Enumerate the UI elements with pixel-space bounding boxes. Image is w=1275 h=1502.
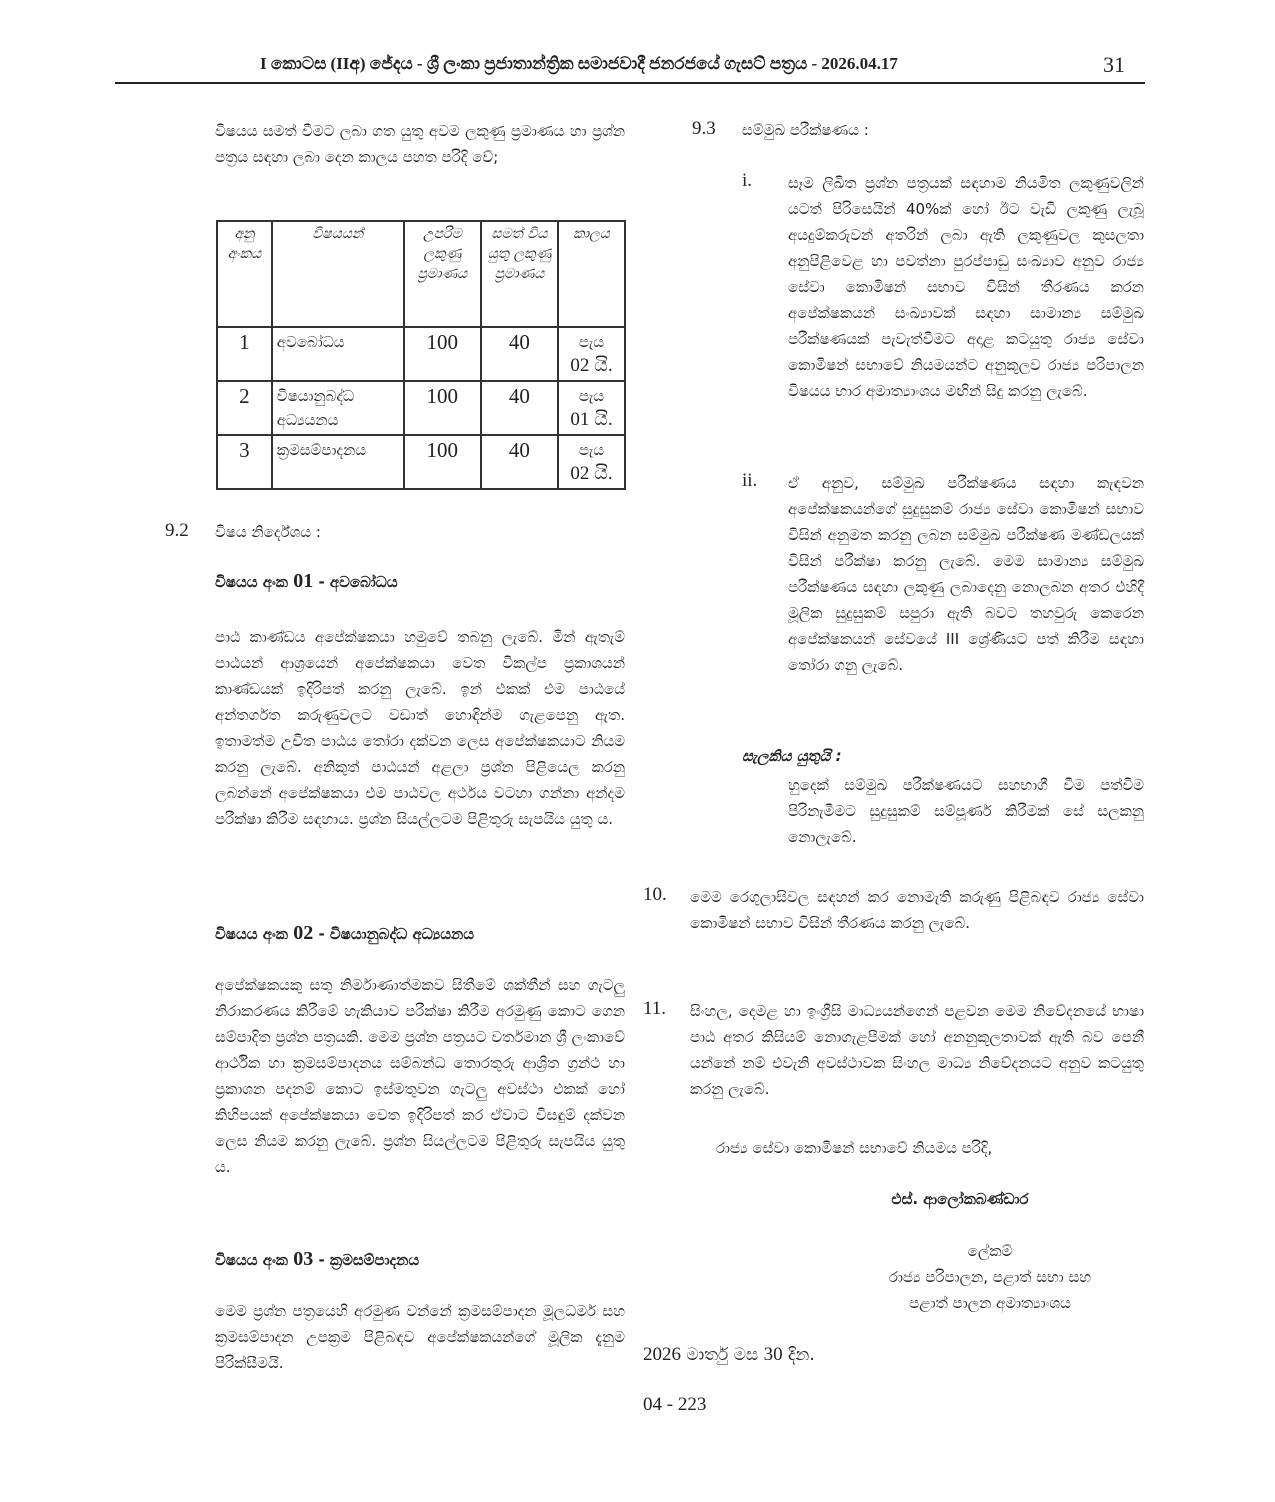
row-pass-marks: 40: [481, 327, 558, 381]
row-pass-marks: 40: [481, 381, 558, 435]
row-subject: විෂයානුබද්ධ අධ්‍යයනය: [272, 381, 404, 435]
section-10-text: මෙම රෙගුලාසිවල සඳහන් කර නොමැති කරුණු පිළිබඳව රාජ්‍ය සේවා කොමිෂන් සභාව විසින් තීරණය කරනු ලැබේ.: [690, 888, 1144, 932]
signatory-name: එස්. ආලෝකබණ්ඩාර: [891, 1190, 1029, 1208]
date-month: මාර්තු මස: [686, 1345, 759, 1365]
ministry-line-2: පළාත් පාලන අමාත්‍යාංශය: [909, 1294, 1071, 1312]
section-title-9-3: සම්මුඛ පරීක්ෂණය :: [742, 121, 869, 139]
subject-label: විෂයය අංක: [215, 925, 288, 943]
item-i-text: සෑම ලිඛිත ප්‍රශ්න පත්‍රයක් සඳහාම නියමිත ලකුණුවලින් යටත් පිරිසෙයින් 40%ක් හෝ ඊට වැඩි ලකුණු ලැබූ අයදුම්කරුවන් අතරින් ලබා ඇති ලකුණුවල කුසලතා අනුපිළිවෙළ හා පවත්නා පුරප්පාඩු සංඛ්‍යාව අනුව රාජ්‍ය සේවා කොමිෂන් සභාව විසින් තීරණය කරන අපේක්ෂකයන් සංඛ්‍යාවක් සඳහා සාමාන්‍ය සම්මුඛ පරීක්ෂණයක් පැවැත්වීමට අදාළ කටයුතු රාජ්‍ය සේවා කොමිෂන් සභාවේ නියමයන්ට අනුකූලව රාජ්‍ය පරිපාලන විෂයය භාර අමාත්‍යාංශය මඟින් සිදු කරනු ලැබේ.: [788, 174, 1144, 400]
table-header-row: [217, 221, 625, 327]
col-header-duration: කාලය: [558, 221, 625, 327]
row-number: 3: [217, 435, 272, 489]
subject-02-body: අපේක්ෂකයකු සතු නිර්මාණාත්මකව සිතීමේ ශක්තීන් සහ ගැටලු නිරාකරණය කිරීමේ හැකියාව පරීක්ෂා කිරීම අරමුණු කොට ගෙන සම්පාදිත ප්‍රශ්න පත්‍රයකි. මෙම ප්‍රශ්න පත්‍රයට වර්තමාන ශ්‍රී ලංකාවේ ආර්ථික හා ක්‍රමසම්පාදනය සම්බන්ධ තොරතුරු ආශ්‍රිත ග්‍රන්ථ හා ප්‍රකාශන පදනම් කොට ඉස්මතුවන ගැටලු අවස්ථා එකක් හෝ කිහිපයක් අපේක්ෂකයා වෙත ඉදිරිපත් කර ඒවාට විසඳුම් දක්වන ලෙස නියම කරනු ලැබේ. ප්‍රශ්න සියල්ලටම පිළිතුරු සැපයිය යුතු ය.: [215, 976, 625, 1176]
row-number: 2: [217, 381, 272, 435]
subject-01-body: පාඨ කාණ්ඩය අපේක්ෂකයා හමුවේ තබනු ලැබේ. මින් ඇතැම් පාඨයන් ආශ්‍රයෙන් අපේක්ෂකයා වෙත විකල්ප ප්‍රකාශයන් කාණ්ඩයක් ඉදිරිපත් කරනු ලැබේ. ඉන් එකක් එම පාඨයේ අන්තර්ගත කරුණුවලට වඩාත් හොඳින්ම ගැළපෙනු ඇත. ඉතාමත්ම උචිත පාඨය තෝරා දක්වන ලෙස අපේක්ෂකයාට නියම කරනු ලැබේ. අනිකුත් පාඨයන් අළලා ප්‍රශ්න පිළියෙල කරනු ලබන්නේ අපේක්ෂකයා එම පාඨවල අර්ථය වටහා ගන්නා අන්දම පරීක්ෂා කිරීම සඳහාය. ප්‍රශ්න සියල්ලටම පිළිතුරු සැපයිය යුතු ය.: [215, 628, 625, 828]
row-max-marks: 100: [404, 435, 481, 489]
section-number-9-2: 9.2: [165, 520, 189, 541]
item-marker-i: i.: [742, 170, 753, 191]
subject-name: - ක්‍රමසම්පාදනය: [318, 1251, 420, 1269]
order-line: රාජ්‍ය සේවා කොමිෂන් සභාවේ නියමය පරිදි,: [716, 1139, 993, 1157]
gazette-number: 04 - 223: [643, 1394, 707, 1415]
subject-label: විෂයය අංක: [215, 1251, 288, 1269]
signatory-block: [830, 1238, 1150, 1316]
section-title-9-2: විෂය නිර්දේශය :: [215, 523, 321, 541]
row-duration: [558, 327, 625, 381]
subject-03-body: මෙම ප්‍රශ්න පත්‍රයෙහි අරමුණ වන්නේ ක්‍රමසම්පාදන මූලධර්ම සහ ක්‍රමසම්පාදන උපක්‍රම පිළිබඳව අපේක්ෂකයන්ගේ මූලික දැනුම පිරික්සීමයි.: [215, 1302, 625, 1372]
section-11-text: සිංහල, දෙමළ හා ඉංග්‍රීසි මාධ්‍යයන්ගෙන් පළවන මෙම නිවේදනයේ භාෂා පාඨ අතර කිසියම් නොගැළපීමක් හෝ අනනුකූලතාවක් ඇති බව පෙනී යන්නේ නම් එවැනි අවස්ථාවක සිංහල මාධ්‍ය නිවේදනයට අනුව කටයුතු කරනු ලැබේ.: [690, 1002, 1144, 1098]
duration-value: 02 යි.: [570, 463, 613, 484]
marks-table: [216, 220, 626, 490]
row-max-marks: 100: [404, 327, 481, 381]
row-pass-marks: 40: [481, 435, 558, 489]
col-header-number: අනු අංකය: [217, 221, 272, 327]
signatory-designation: ලේකම්: [967, 1242, 1013, 1260]
row-max-marks: 100: [404, 381, 481, 435]
section-number-9-3: 9.3: [692, 118, 716, 139]
date-year: 2026: [643, 1344, 681, 1365]
row-subject: අවබෝධය: [272, 327, 404, 381]
col-header-max-marks: උපරිම ලකුණු ප්‍රමාණය: [404, 221, 481, 327]
subject-name: - විෂයානුබද්ධ අධ්‍යයනය: [318, 925, 475, 943]
col-header-subjects: විෂයයන්: [272, 221, 404, 327]
table-row: [217, 381, 625, 435]
duration-unit: පැය: [578, 441, 605, 459]
col-header-pass-marks: සමත් විය යුතු ලකුණු ප්‍රමාණය: [481, 221, 558, 327]
subject-label: විෂයය අංක: [215, 573, 288, 591]
subject-number: 03: [293, 1248, 314, 1270]
duration-unit: පැය: [578, 333, 605, 351]
subject-01-heading: [215, 570, 398, 593]
duration-value: 02 යි.: [570, 355, 613, 376]
table-row: [217, 327, 625, 381]
issue-date: [643, 1344, 815, 1366]
row-subject: ක්‍රමසම්පාදනය: [272, 435, 404, 489]
row-duration: [558, 435, 625, 489]
subject-03-heading: [215, 1248, 419, 1271]
duration-unit: පැය: [578, 387, 605, 405]
note-text: හුදෙක් සම්මුඛ පරීක්ෂණයට සහභාගී වීම පත්වීම පිරිනැමීමට සුදුසුකම් සම්පූර්ණ කිරීමක් සේ සලකනු නොලැබේ.: [788, 776, 1144, 846]
section-number-10: 10.: [643, 884, 667, 905]
item-marker-ii: ii.: [742, 470, 758, 491]
ministry-line-1: රාජ්‍ය පරිපාලන, පළාත් සභා සහ: [888, 1268, 1092, 1286]
page-header: [115, 52, 1145, 82]
date-day: 30: [763, 1344, 783, 1365]
duration-value: 01 යි.: [570, 409, 613, 430]
section-number-11: 11.: [643, 998, 667, 1019]
page-number: 31: [1103, 52, 1125, 77]
table-row: [217, 435, 625, 489]
subject-number: 01: [293, 570, 314, 592]
note-heading: සැලකිය යුතුයි :: [742, 747, 842, 765]
subject-number: 02: [293, 922, 314, 944]
subject-02-heading: [215, 922, 474, 945]
gazette-title: I කොටස (IIඅ) ජේදය - ශ්‍රී ලංකා ප්‍රජාතාන්ත්‍රික සමාජවාදී ජනරජයේ ගැසට් පත්‍රය - 2026.04.17: [260, 54, 898, 73]
subject-name: - අවබෝධය: [318, 573, 398, 591]
intro-paragraph: විෂයය සමත් වීමට ලබා ගත යුතු අවම ලකුණු ප්‍රමාණය හා ප්‍රශ්න පත්‍රය සඳහා ලබා දෙන කාලය පහත පරිදි වේ;: [215, 122, 625, 166]
date-suffix: දින.: [787, 1345, 815, 1365]
row-number: 1: [217, 327, 272, 381]
header-divider: [115, 82, 1145, 84]
item-ii-text: ඒ අනුව, සම්මුඛ පරීක්ෂණය සඳහා කැඳවන අපේක්ෂකයන්ගේ සුදුසුකම් රාජ්‍ය සේවා කොමිෂන් සභාව විසින් අනුමත කරනු ලබන සම්මුඛ පරීක්ෂණ මණ්ඩලයක් විසින් පරීක්ෂා කරනු ලැබේ. මෙම සාමාන්‍ය සම්මුඛ පරීක්ෂණය සඳහා ලකුණු ලබාදෙනු නොලබන අතර එහිදී මූලික සුදුසුකම් සපුරා ඇති බවට තහවුරු කෙරෙන අපේක්ෂකයන් සේවයේ III ශ්‍රේණියට පත් කිරීම සඳහා තෝරා ගනු ලැබේ.: [788, 474, 1144, 674]
row-duration: [558, 381, 625, 435]
